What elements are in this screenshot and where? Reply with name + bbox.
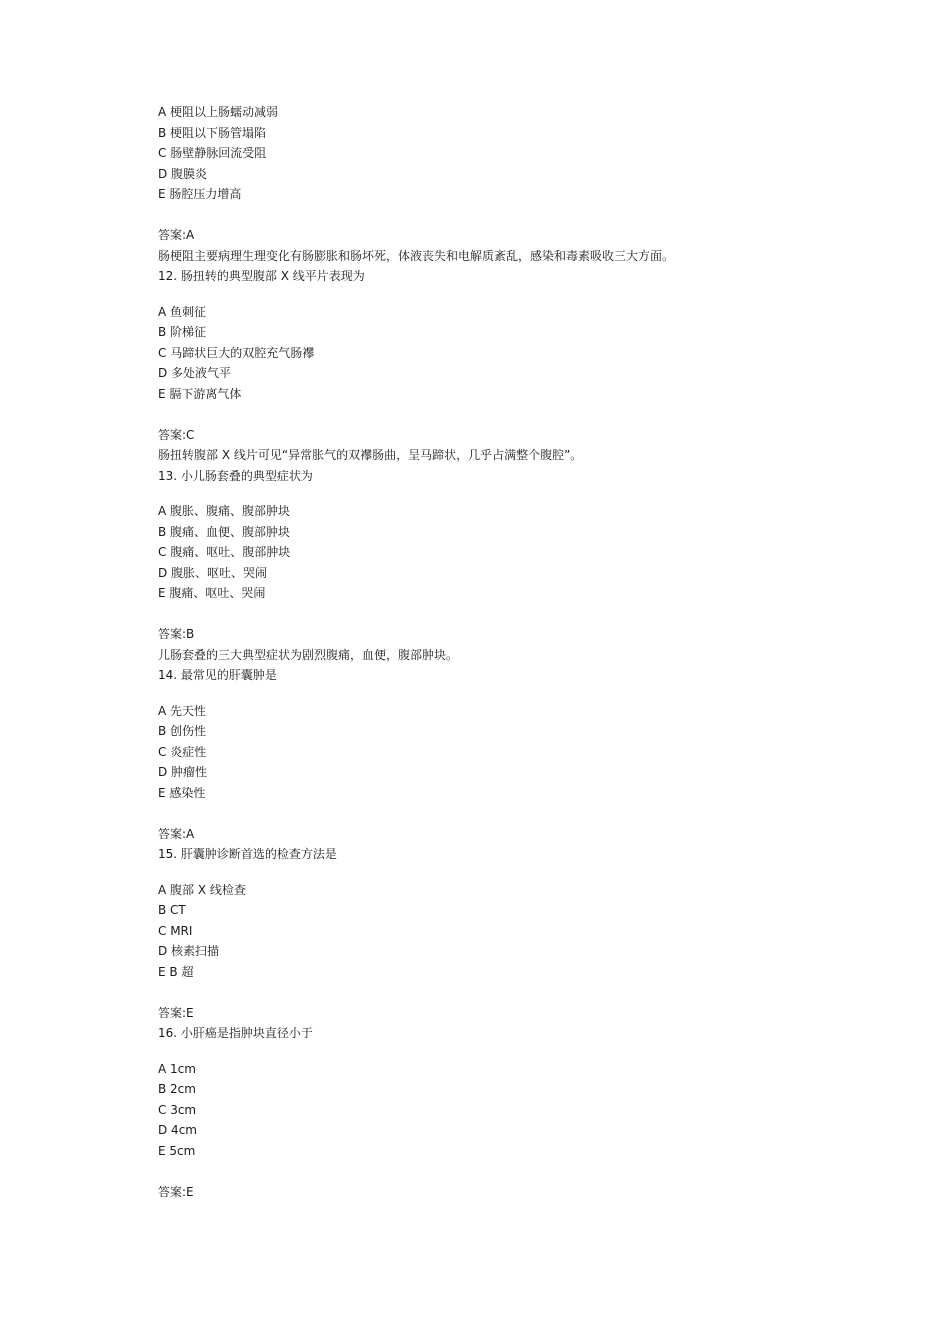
option-e: E 膈下游离气体 [158, 386, 242, 401]
option-a: A 腹部 X 线检查 [158, 882, 246, 897]
question-block [158, 844, 878, 1023]
option-a: A 1cm [158, 1061, 196, 1076]
option-a: A 先天性 [158, 703, 207, 718]
option-a: A 梗阻以上肠蠕动减弱 [158, 105, 279, 119]
option-d: D 4cm [158, 1123, 197, 1137]
question-block [158, 102, 878, 266]
option-c: C 3cm [158, 1102, 197, 1117]
option-c: C 肠壁静脉回流受阻 [158, 146, 267, 160]
option-b: B 2cm [158, 1082, 196, 1096]
answer-line: 答案:B [158, 627, 195, 641]
explanation-line: 肠扭转腹部 X 线片可见“异常胀气的双襻肠曲，呈马蹄状，几乎占满整个腹腔”。 [158, 448, 583, 462]
option-c: C 马蹄状巨大的双腔充气肠襻 [158, 345, 315, 360]
option-b: B CT [158, 903, 186, 917]
answer-line: 答案:A [158, 228, 195, 242]
option-e: E 感染性 [158, 785, 206, 800]
option-d: D 肿瘤性 [158, 765, 208, 779]
question-title: 15. 肝囊肿诊断首选的检查方法是 [158, 847, 337, 861]
question-title: 16. 小肝癌是指肿块直径小于 [158, 1026, 313, 1040]
option-d: D 核素扫描 [158, 944, 220, 958]
option-e: E 腹痛、呕吐、哭闹 [158, 586, 266, 600]
option-c: C 腹痛、呕吐、腹部肿块 [158, 545, 291, 559]
option-a: A 鱼刺征 [158, 304, 207, 319]
option-c: C 炎症性 [158, 744, 207, 759]
question-title: 12. 肠扭转的典型腹部 X 线平片表现为 [158, 269, 365, 283]
question-block [158, 1023, 878, 1202]
option-e: E 肠腔压力增高 [158, 187, 242, 201]
option-d: D 腹膜炎 [158, 166, 208, 181]
question-block [158, 466, 878, 666]
option-b: B 腹痛、血便、腹部肿块 [158, 524, 291, 539]
option-d: D 腹胀、呕吐、哭闹 [158, 565, 268, 580]
answer-line: 答案:C [158, 427, 195, 442]
document-body [158, 102, 878, 1202]
option-c: C MRI [158, 923, 193, 938]
answer-line: 答案:A [158, 826, 195, 841]
answer-line: 答案:E [158, 1184, 194, 1199]
option-e: E B 超 [158, 964, 194, 979]
option-a: A 腹胀、腹痛、腹部肿块 [158, 504, 291, 518]
answer-line: 答案:E [158, 1005, 194, 1020]
option-e: E 5cm [158, 1143, 196, 1158]
option-b: B 阶梯征 [158, 325, 207, 339]
explanation-line: 儿肠套叠的三大典型症状为剧烈腹痛，血便，腹部肿块。 [158, 647, 459, 662]
question-title: 14. 最常见的肝囊肿是 [158, 668, 277, 682]
option-d: D 多处液气平 [158, 366, 232, 380]
option-b: B 梗阻以下肠管塌陷 [158, 125, 267, 140]
question-block [158, 266, 878, 466]
question-block [158, 665, 878, 844]
question-title: 13. 小儿肠套叠的典型症状为 [158, 468, 313, 483]
option-b: B 创伤性 [158, 724, 207, 738]
explanation-line: 肠梗阻主要病理生理变化有肠膨胀和肠坏死，体液丧失和电解质紊乱，感染和毒素吸收三大方面。 [158, 248, 675, 263]
